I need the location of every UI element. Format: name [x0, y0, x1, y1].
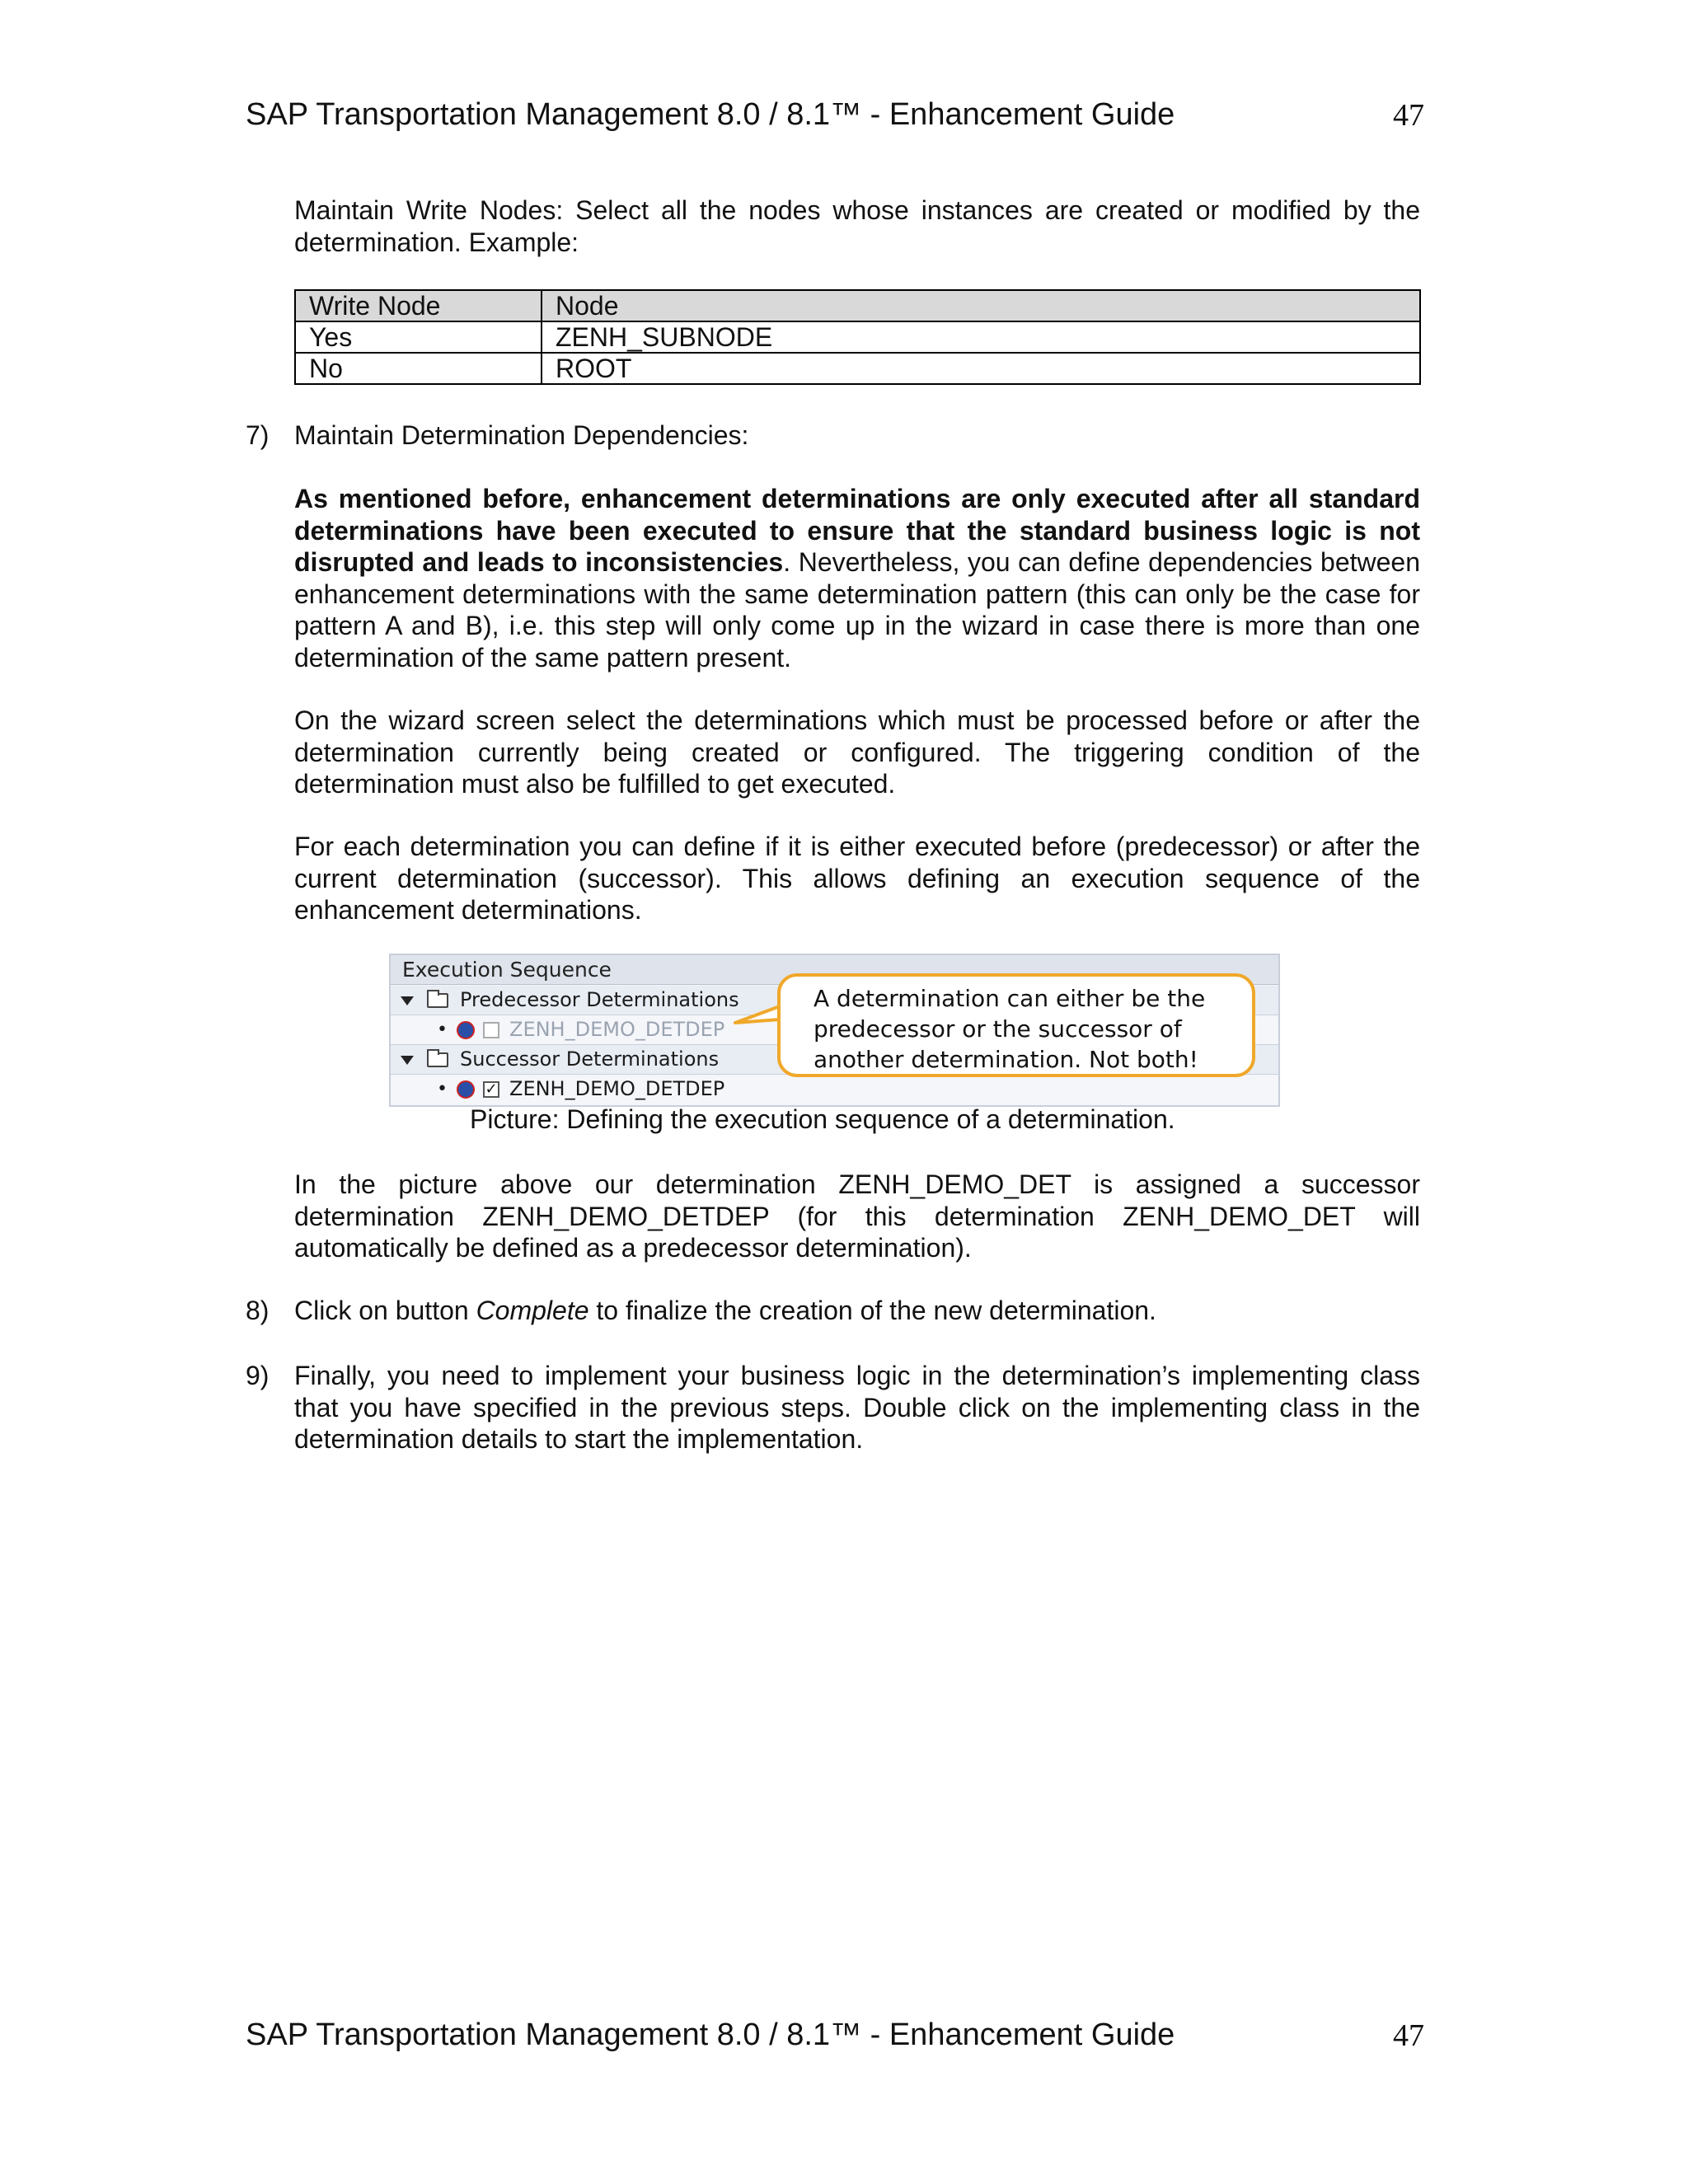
table-header-row [295, 290, 1420, 321]
complete-button-name: Complete [476, 1296, 589, 1325]
screenshot-title: Execution Sequence [391, 955, 1278, 985]
callout-pointer [734, 1001, 783, 1034]
paragraph-text: . Nevertheless, you can define dependencies between enhancement determinations with the same determination pattern (this can only be the case for pattern A and B), i.e. this step will only come up in the wizard in case there is more than one determination of the same pattern present. [294, 547, 1421, 673]
tree-label: Predecessor Determinations [460, 988, 739, 1011]
text-segment: Click on button [294, 1296, 476, 1325]
tree-node-label: ZENH_DEMO_DETDEP [509, 1018, 725, 1041]
expand-triangle-icon[interactable] [401, 1056, 414, 1065]
callout-note [777, 973, 1255, 1077]
footer-title: SAP Transportation Management 8.0 / 8.1™ - Enhancement Guide [246, 2018, 1175, 2052]
table-cell: ZENH_SUBNODE [542, 321, 1420, 353]
callout-line: predecessor or the successor of [814, 1015, 1182, 1043]
bullet-icon: • [437, 1079, 448, 1099]
folder-icon [427, 993, 448, 1008]
table-header-cell: Node [542, 290, 1420, 321]
tree-node-label: ZENH_DEMO_DETDEP [509, 1077, 725, 1100]
header-page-number: 47 [1393, 98, 1424, 133]
step7-paragraph-3: For each determination you can define if it is either executed before (predecessor) or after the current determination (successor). This allows defining an execution sequence of the enhancement determinations. [294, 832, 1420, 925]
intro-paragraph: Maintain Write Nodes: Select all the nodes whose instances are created or modified by the determination. Example: [294, 195, 1420, 257]
write-nodes-table [294, 289, 1421, 385]
step-number: 8) [246, 1296, 270, 1325]
table-cell: No [295, 353, 542, 384]
step7-paragraph [294, 483, 1420, 673]
step7-paragraph-2: On the wizard screen select the determinations which must be processed before or after the determination currently being created or configured. The triggering condition of the determination must also be fulfilled to get executed. [294, 705, 1420, 799]
footer-page-number: 47 [1393, 2018, 1424, 2053]
folder-icon [427, 1052, 448, 1067]
header-title: SAP Transportation Management 8.0 / 8.1™ - Enhancement Guide [246, 97, 1175, 132]
table-header-cell: Write Node [295, 290, 542, 321]
after-picture-paragraph: In the picture above our determination ZENH_DEMO_DET is assigned a successor determination ZENH_DEMO_DETDEP (for this determination ZENH_DEMO_DET will automatically be defined as a predecessor determination). [294, 1169, 1420, 1263]
successor-checkbox[interactable]: ✓ [483, 1081, 499, 1098]
figure-caption: Picture: Defining the execution sequence of a determination. [470, 1104, 1175, 1134]
step8-text [294, 1295, 1420, 1327]
table-row [295, 321, 1420, 353]
step-number: 7) [246, 420, 270, 450]
determination-icon [457, 1021, 475, 1039]
step7-title: Maintain Determination Dependencies: [294, 420, 749, 450]
callout-line: another determination. Not both! [814, 1046, 1198, 1073]
text-segment: to finalize the creation of the new determination. [588, 1296, 1156, 1325]
determination-icon [457, 1080, 475, 1099]
step-number: 9) [246, 1361, 270, 1390]
callout-line: A determination can either be the [814, 985, 1206, 1012]
table-row [295, 353, 1420, 384]
table-cell: ROOT [542, 353, 1420, 384]
predecessor-checkbox[interactable] [483, 1022, 499, 1038]
tree-row-successor-node[interactable] [391, 1075, 1278, 1104]
tree-label: Successor Determinations [460, 1047, 720, 1071]
bold-emphasis: As mentioned before, enhancement determinations are only executed after all standard determinations have been executed to ensure that the standard business logic is not disrupted and leads to inconsistencies [294, 484, 1420, 577]
expand-triangle-icon[interactable] [401, 996, 414, 1005]
table-cell: Yes [295, 321, 542, 353]
bullet-icon: • [437, 1019, 448, 1040]
step9-text: Finally, you need to implement your business logic in the determination’s implementing class that you have specified in the previous steps. Double click on the implementing class in the determination details to start the implementation. [294, 1361, 1420, 1454]
